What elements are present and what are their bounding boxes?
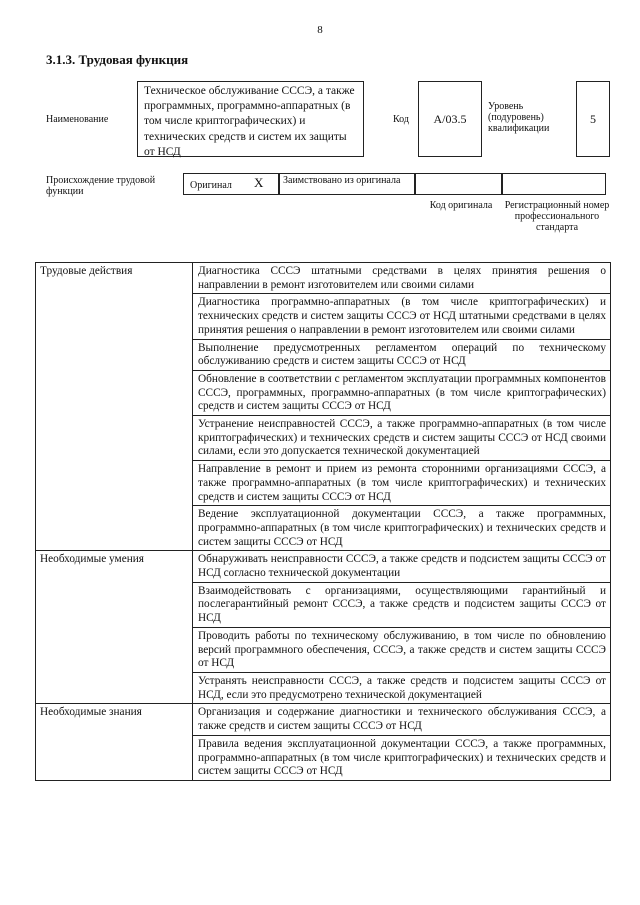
table-cell: Выполнение предусмотренных регламентом операций по техническому обслуживанию средств и систем защиты СССЭ от НСД <box>193 339 611 370</box>
origin-reg-cell <box>502 173 606 195</box>
table-cell: Устранять неисправности СССЭ, а также средств и подсистем защиты СССЭ от НСД, если это предусмотрено технической документацией <box>193 672 611 703</box>
table-cell: Диагностика СССЭ штатными средствами в целях принятия решения о направлении в ремонт изготовителем или своими силами <box>193 263 611 294</box>
section-heading: Трудовые действия <box>36 263 193 551</box>
level-value: 5 <box>590 111 596 126</box>
code-box <box>418 81 482 157</box>
table-cell: Обнаруживать неисправности СССЭ, а также средств и подсистем защиты СССЭ от НСД согласно технической документации <box>193 551 611 582</box>
original-label: Оригинал <box>190 180 232 191</box>
table-row <box>36 704 611 735</box>
original-mark: X <box>254 175 264 190</box>
origin-code-cell <box>415 173 502 195</box>
table-cell: Диагностика программно-аппаратных (в том числе криптографических) и технических средств и систем защиты СССЭ от НСД штатными средствами в целях принятия решения о направлении в ремонт изготовителем или своими силами <box>193 294 611 339</box>
table-cell: Направление в ремонт и прием из ремонта сторонними организациями СССЭ, а также программно-аппаратных (в том числе криптографических) и технических средств и систем защиты СССЭ от НСД <box>193 461 611 506</box>
borrowed-cell <box>279 173 415 195</box>
function-name-value: Техническое обслуживание СССЭ, а также программных, программно-аппаратных (в том числе криптографических) и технических средств и систем их защиты от НСД <box>144 85 355 158</box>
table-cell: Устранение неисправностей СССЭ, а также программно-аппаратных (в том числе криптографических) и технических средств и систем защиты СССЭ от НСД своими силами, если это допускается технической документацией <box>193 416 611 461</box>
table-cell: Взаимодействовать с организациями, осуществляющими гарантийный и послегарантийный ремонт СССЭ, а также средств и подсистем защиты СССЭ от НСД <box>193 582 611 627</box>
function-table <box>35 262 611 781</box>
section-title: 3.1.3. Трудовая функция <box>46 52 189 67</box>
table-cell: Правила ведения эксплуатационной документации СССЭ, а также программных, программно-аппаратных (в том числе криптографических) и технических средств и систем защиты СССЭ от НСД <box>193 735 611 780</box>
code-label: Код <box>393 114 409 125</box>
name-label: Наименование <box>46 114 109 125</box>
code-caption: Код оригинала <box>429 200 493 211</box>
table-cell: Ведение эксплуатационной документации СССЭ, а также программных, программно-аппаратных (в том числе криптографических) и технических средств и систем защиты СССЭ от НСД <box>193 506 611 551</box>
reg-caption: Регистрационный номер профессионального стандарта <box>504 200 610 233</box>
page-number: 8 <box>317 24 323 36</box>
table-cell: Организация и содержание диагностики и технического обслуживания СССЭ, а также средств и систем защиты СССЭ от НСД <box>193 704 611 735</box>
section-heading: Необходимые умения <box>36 551 193 704</box>
function-name-box <box>137 81 364 157</box>
origin-label: Происхождение трудовой функции <box>46 175 156 197</box>
level-box <box>576 81 610 157</box>
table-cell: Обновление в соответствии с регламентом эксплуатации программных компонентов СССЭ, программных, программно-аппаратных (в том числе криптографических) средств и систем защиты СССЭ от НСД <box>193 370 611 415</box>
code-value: А/03.5 <box>433 111 467 126</box>
section-heading: Необходимые знания <box>36 704 193 781</box>
original-cell <box>183 173 279 195</box>
table-row <box>36 551 611 582</box>
table-row <box>36 263 611 294</box>
table-cell: Проводить работы по техническому обслуживанию, в том числе по обновлению версий программного обеспечения, СССЭ, а также средств и систем защиты СССЭ от НСД <box>193 627 611 672</box>
level-label: Уровень (подуровень) квалификации <box>488 101 550 134</box>
origin-row <box>183 173 606 195</box>
borrowed-label: Заимствовано из оригинала <box>283 175 401 186</box>
